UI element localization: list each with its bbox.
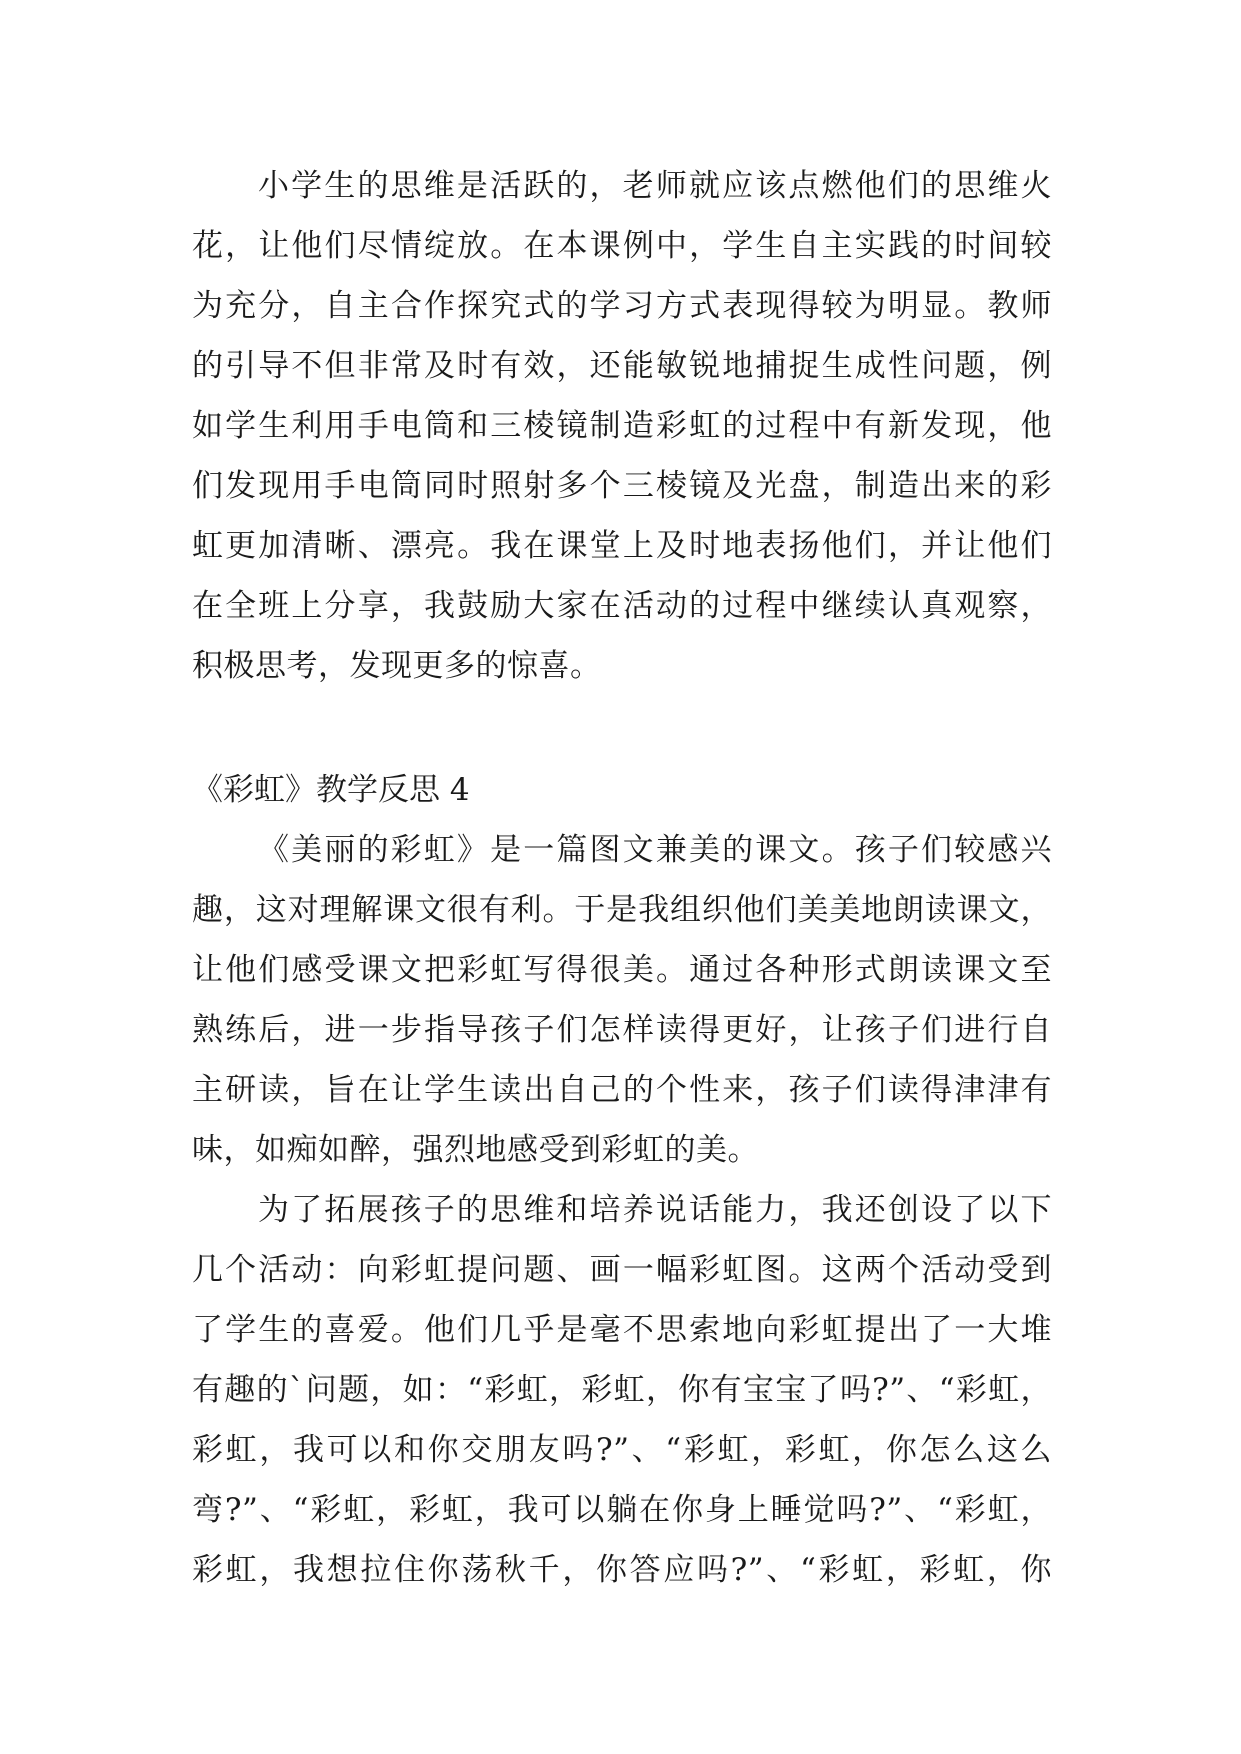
paragraph-line: 主研读，旨在让学生读出自己的个性来，孩子们读得津津有 (192, 1072, 1052, 1108)
paragraph-line: 如学生利用手电筒和三棱镜制造彩虹的过程中有新发现，他 (192, 408, 1052, 444)
paragraph-line: 味，如痴如醉，强烈地感受到彩虹的美。 (192, 1132, 759, 1168)
paragraph-line: 让他们感受课文把彩虹写得很美。通过各种形式朗读课文至 (192, 952, 1052, 988)
paragraph-line: 为了拓展孩子的思维和培养说话能力，我还创设了以下 (258, 1192, 1052, 1228)
paragraph-line: 在全班上分享，我鼓励大家在活动的过程中继续认真观察， (192, 588, 1052, 624)
paragraph-line: 积极思考，发现更多的惊喜。 (192, 648, 602, 684)
paragraph-line: 有趣的`问题，如：“彩虹，彩虹，你有宝宝了吗?”、“彩虹， (192, 1372, 1052, 1408)
section-heading: 《彩虹》教学反思 4 (192, 772, 470, 808)
paragraph-line: 了学生的喜爱。他们几乎是毫不思索地向彩虹提出了一大堆 (192, 1312, 1052, 1348)
paragraph-line: 为充分，自主合作探究式的学习方式表现得较为明显。教师 (192, 288, 1052, 324)
paragraph-line: 彩虹，我可以和你交朋友吗?”、“彩虹，彩虹，你怎么这么 (192, 1432, 1052, 1468)
paragraph-line: 的引导不但非常及时有效，还能敏锐地捕捉生成性问题，例 (192, 348, 1052, 384)
paragraph-line: 《美丽的彩虹》是一篇图文兼美的课文。孩子们较感兴 (258, 832, 1052, 868)
paragraph-line: 彩虹，我想拉住你荡秋千，你答应吗?”、“彩虹，彩虹，你 (192, 1552, 1052, 1588)
paragraph-line: 虹更加清晰、漂亮。我在课堂上及时地表扬他们，并让他们 (192, 528, 1052, 564)
paragraph-line: 趣，这对理解课文很有利。于是我组织他们美美地朗读课文， (192, 892, 1052, 928)
paragraph-line: 花，让他们尽情绽放。在本课例中，学生自主实践的时间较 (192, 228, 1052, 264)
paragraph-line: 们发现用手电筒同时照射多个三棱镜及光盘，制造出来的彩 (192, 468, 1052, 504)
paragraph-line: 熟练后，进一步指导孩子们怎样读得更好，让孩子们进行自 (192, 1012, 1052, 1048)
paragraph-line: 弯?”、“彩虹，彩虹，我可以躺在你身上睡觉吗?”、“彩虹， (192, 1492, 1052, 1528)
paragraph-line: 几个活动：向彩虹提问题、画一幅彩虹图。这两个活动受到 (192, 1252, 1052, 1288)
paragraph-line: 小学生的思维是活跃的，老师就应该点燃他们的思维火 (258, 168, 1052, 204)
